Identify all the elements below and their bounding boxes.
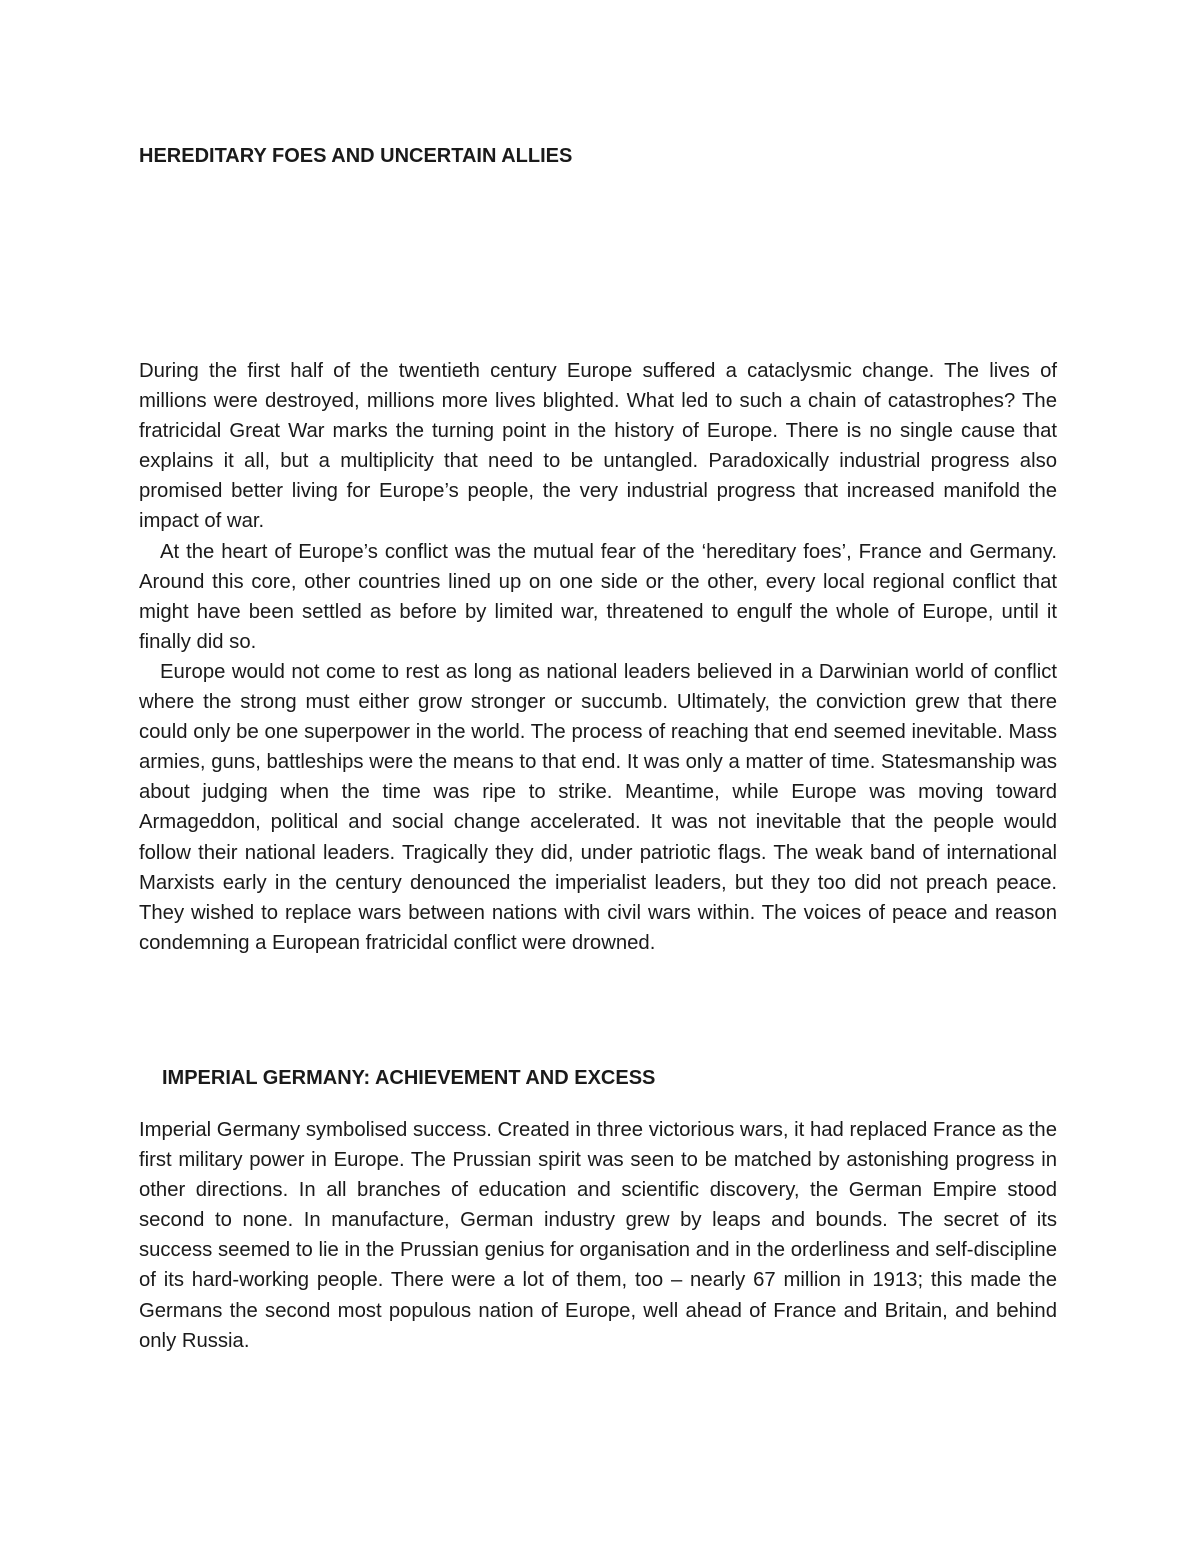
intro-paragraph-3: Europe would not come to rest as long as national leaders believed in a Darwinian world of conflict where the strong must either grow stronger or succumb. Ultimately, the conviction grew that there could only be one superpower in the world. The process of reaching that end seemed inevitable. Mass armies, guns, battleships were the means to that end. It was only a matter of time. Statesmanship was about judging when the time was ripe to strike. Meantime, while Europe was moving toward Armageddon, political and social change accelerated. It was not inevitable that the people would follow their national leaders. Tragically they did, under patriotic flags. The weak band of international Marxists early in the century denounced the imperialist leaders, but they too did not preach peace. They wished to replace wars between nations with civil wars within. The voices of peace and reason condemning a European fratricidal conflict were drowned.: [139, 660, 1057, 954]
intro-paragraph-1: During the first half of the twentieth century Europe suffered a cataclysmic change. The lives of millions were destroyed, millions more lives blighted. What led to such a chain of catastrophes? The fratricidal Great War marks the turning point in the history of Europe. There is no single cause that explains it all, but a multiplicity that need to be untangled. Paradoxically industrial progress also promised better living for Europe’s people, the very industrial progress that increased manifold the impact of war.: [139, 360, 1057, 533]
intro-text-block: [139, 356, 1057, 958]
document-title: HEREDITARY FOES AND UNCERTAIN ALLIES: [139, 145, 573, 167]
section-text-block: [139, 1115, 1057, 1356]
intro-paragraph-2: At the heart of Europe’s conflict was the mutual fear of the ‘hereditary foes’, France and Germany. Around this core, other countries lined up on one side or the other, every local regional conflict that might have been settled as before by limited war, threatened to engulf the whole of Europe, until it finally did so.: [139, 540, 1057, 653]
section-heading: IMPERIAL GERMANY: ACHIEVEMENT AND EXCESS: [162, 1067, 656, 1089]
section-paragraph-1: Imperial Germany symbolised success. Created in three victorious wars, it had replaced France as the first military power in Europe. The Prussian spirit was seen to be matched by astonishing progress in other directions. In all branches of education and scientific discovery, the German Empire stood second to none. In manufacture, German industry grew by leaps and bounds. The secret of its success seemed to lie in the Prussian genius for organisation and in the orderliness and self-discipline of its hard-working people. There were a lot of them, too – nearly 67 million in 1913; this made the Germans the second most populous nation of Europe, well ahead of France and Britain, and behind only Russia.: [139, 1119, 1057, 1352]
